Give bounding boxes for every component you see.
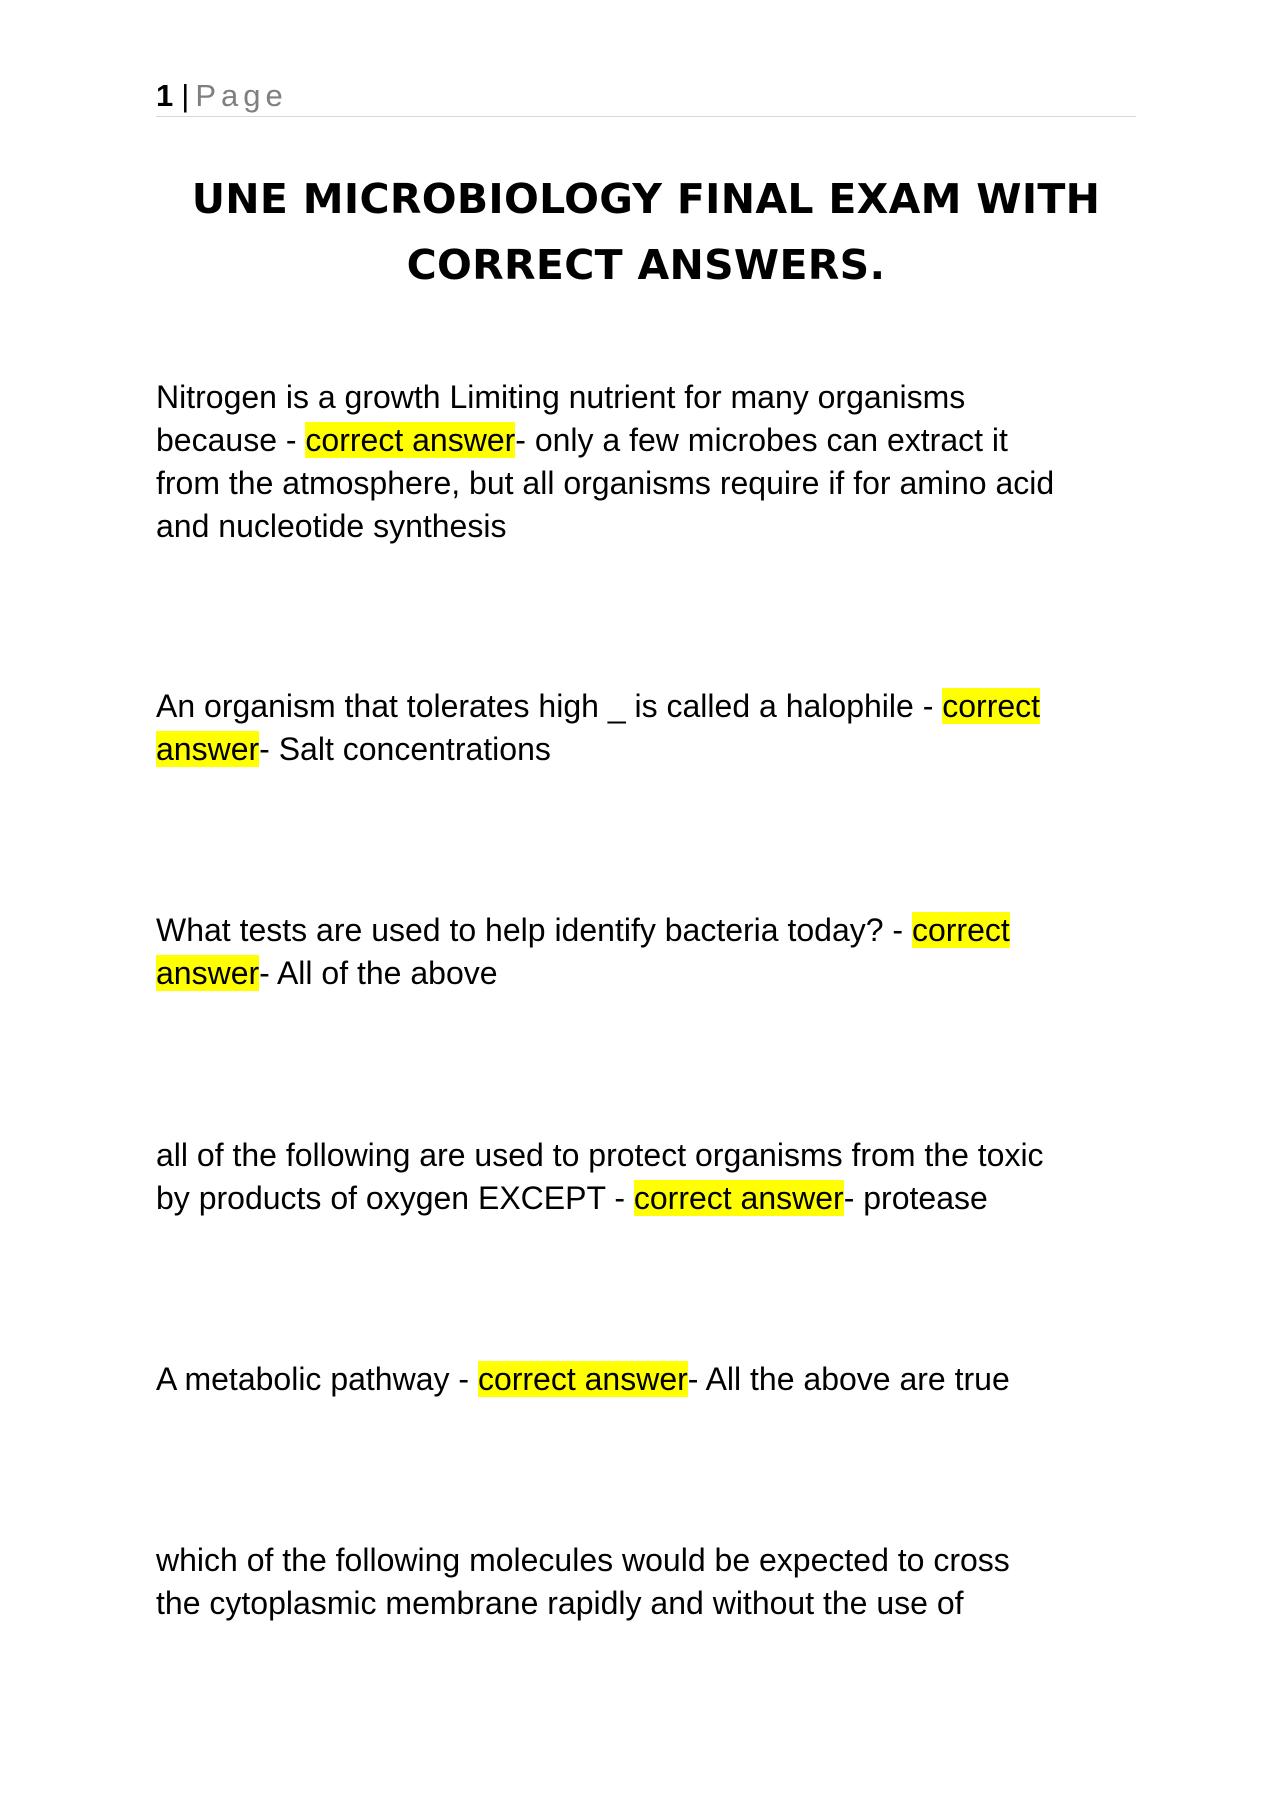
- answer-highlight: correct answer: [305, 422, 516, 458]
- question-text: all of the following are used to protect organisms from the toxic: [156, 1137, 1044, 1173]
- question-line: [156, 728, 1146, 771]
- question-text: Nitrogen is a growth Limiting nutrient for many organisms: [156, 379, 966, 415]
- question-line: [156, 462, 1146, 505]
- question-item-6: [156, 1539, 1146, 1625]
- question-text: the cytoplasmic membrane rapidly and without the use of: [156, 1585, 964, 1621]
- answer-text: - protease: [843, 1180, 988, 1216]
- question-line: [156, 376, 1146, 419]
- answer-highlight: correct: [942, 688, 1041, 724]
- answer-text: from the atmosphere, but all organisms require if for amino acid: [156, 465, 1055, 501]
- question-line: [156, 1582, 1146, 1625]
- question-text: A metabolic pathway -: [156, 1361, 478, 1397]
- question-text: An organism that tolerates high _ is called a halophile -: [156, 688, 943, 724]
- page-number: 1: [156, 78, 174, 113]
- answer-highlight: correct answer: [477, 1361, 688, 1397]
- question-line: [156, 1539, 1146, 1582]
- question-line: [156, 909, 1146, 952]
- page-separator: |: [181, 78, 190, 113]
- title-line-1: UNE MICROBIOLOGY FINAL EXAM WITH: [191, 175, 1101, 223]
- question-line: [156, 1358, 1146, 1401]
- answer-text: - only a few microbes can extract it: [515, 422, 1008, 458]
- question-text: What tests are used to help identify bacteria today? -: [156, 912, 912, 948]
- question-item-4: [156, 1134, 1146, 1220]
- answer-text: - Salt concentrations: [259, 731, 551, 767]
- answer-text: and nucleotide synthesis: [156, 508, 507, 544]
- question-item-3: [156, 909, 1146, 995]
- question-line: [156, 505, 1146, 548]
- answer-text: - All of the above: [259, 955, 498, 991]
- page-label: Page: [195, 78, 288, 113]
- answer-highlight: correct: [911, 912, 1010, 948]
- question-line: [156, 1177, 1146, 1220]
- question-line: [156, 952, 1146, 995]
- question-line: [156, 685, 1146, 728]
- answer-highlight: answer: [156, 955, 260, 991]
- question-text: because -: [156, 422, 306, 458]
- answer-text: - All the above are true: [687, 1361, 1010, 1397]
- question-item-1: [156, 376, 1146, 548]
- answer-highlight: answer: [156, 731, 260, 767]
- page-header: [156, 76, 1136, 117]
- title-line-2: CORRECT ANSWERS.: [406, 241, 886, 289]
- question-line: [156, 1134, 1146, 1177]
- question-item-2: [156, 685, 1146, 771]
- document-title: [156, 166, 1136, 298]
- answer-highlight: correct answer: [633, 1180, 844, 1216]
- question-item-5: [156, 1358, 1146, 1401]
- question-text: which of the following molecules would be expected to cross: [156, 1542, 1010, 1578]
- question-text: by products of oxygen EXCEPT -: [156, 1180, 634, 1216]
- question-line: [156, 419, 1146, 462]
